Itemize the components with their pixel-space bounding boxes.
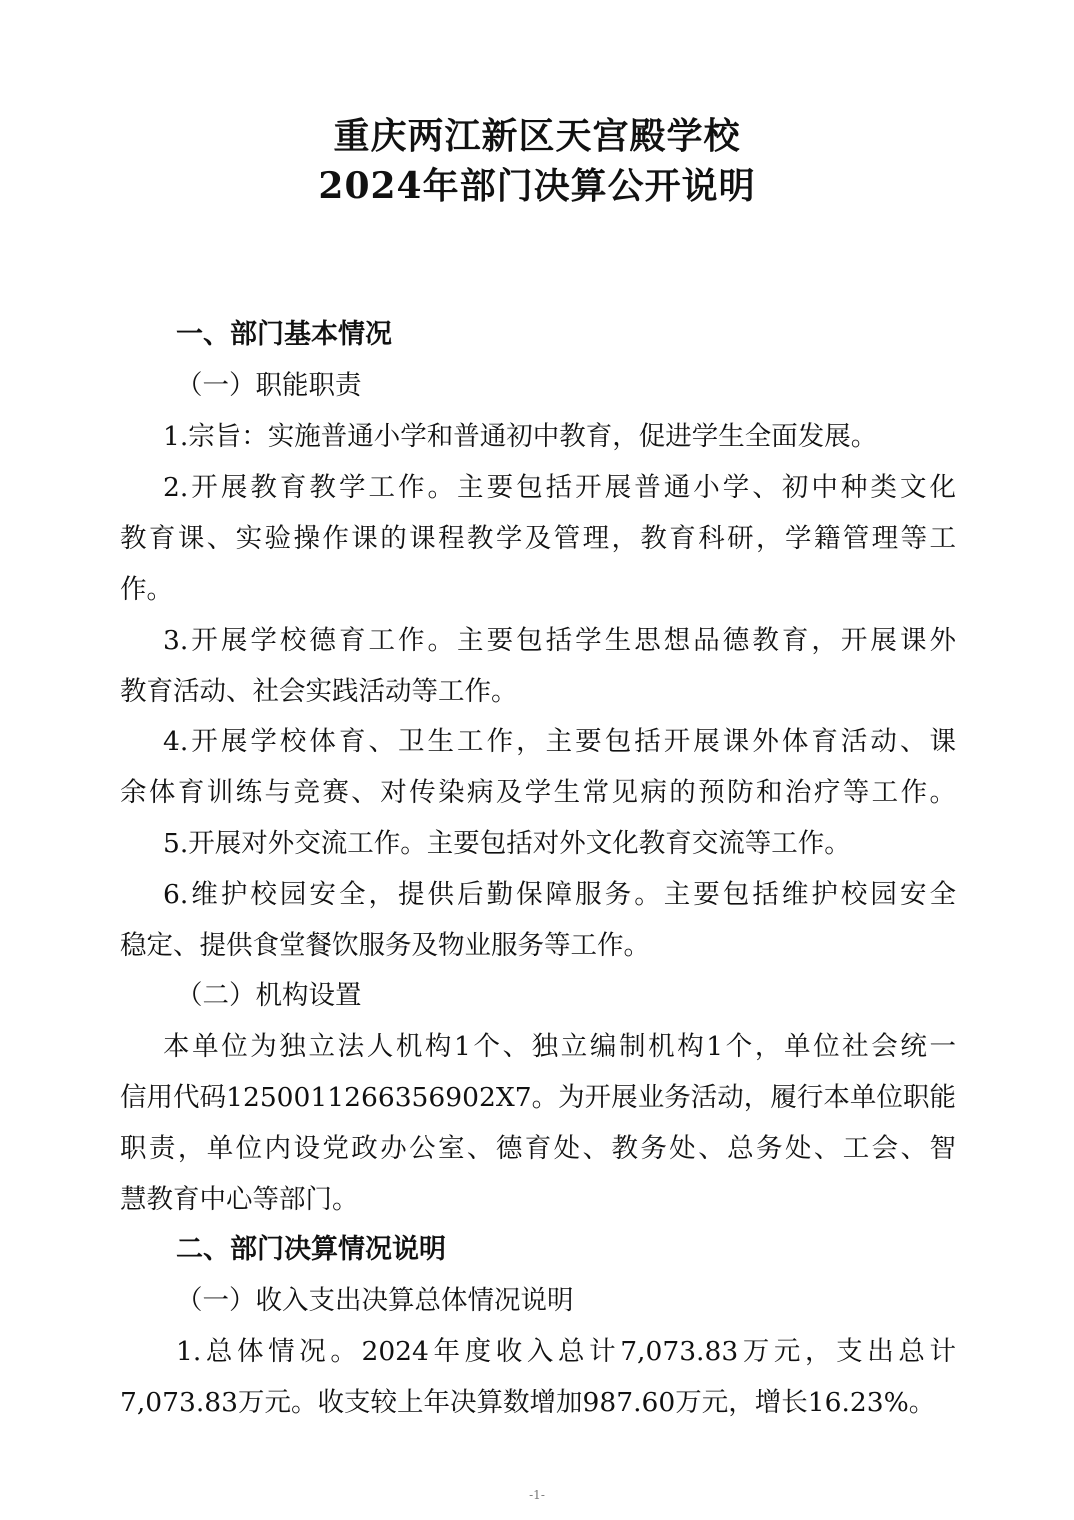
paragraph-org-line-3: 职责，单位内设党政办公室、德育处、教务处、总务处、工会、智 [120,1133,956,1164]
section-heading-basic-info: 一、部门基本情况 [176,319,392,350]
paragraph-item-1: 1.宗旨：实施普通小学和普通初中教育，促进学生全面发展。 [163,421,878,452]
document-title-line-2: 2024年部门决算公开说明 [318,165,756,207]
paragraph-org-line-2: 信用代码1250011266356902X7。为开展业务活动，履行本单位职能 [120,1082,956,1113]
section-heading-final-accounts: 二、部门决算情况说明 [176,1234,446,1265]
paragraph-item-3-line-1: 3.开展学校德育工作。主要包括学生思想品德教育，开展课外 [163,625,956,656]
paragraph-overall-line-2: 7,073.83万元。收支较上年决算数增加987.60万元，增长16.23%。 [120,1387,936,1418]
paragraph-item-5: 5.开展对外交流工作。主要包括对外文化教育交流等工作。 [163,828,851,859]
paragraph-item-2-line-2: 教育课、实验操作课的课程教学及管理，教育科研，学籍管理等工 [120,523,956,554]
paragraph-item-4-line-2: 余体育训练与竞赛、对传染病及学生常见病的预防和治疗等工作。 [120,777,956,808]
subheading-organization: （二）机构设置 [176,980,362,1011]
paragraph-org-line-4: 慧教育中心等部门。 [120,1184,359,1215]
paragraph-item-2-line-1: 2.开展教育教学工作。主要包括开展普通小学、初中种类文化 [163,472,956,503]
paragraph-org-line-1: 本单位为独立法人机构1个、独立编制机构1个，单位社会统一 [163,1031,956,1062]
document-title-line-1: 重庆两江新区天宫殿学校 [333,115,741,157]
page-number: -1- [529,1488,545,1502]
paragraph-item-3-line-2: 教育活动、社会实践活动等工作。 [120,676,518,707]
paragraph-overall-line-1: 1.总体情况。2024年度收入总计7,073.83万元，支出总计 [176,1336,956,1367]
paragraph-item-6-line-2: 稳定、提供食堂餐饮服务及物业服务等工作。 [120,930,650,961]
paragraph-item-6-line-1: 6.维护校园安全，提供后勤保障服务。主要包括维护校园安全 [163,879,956,910]
paragraph-item-4-line-1: 4.开展学校体育、卫生工作，主要包括开展课外体育活动、课 [163,726,956,757]
subheading-income-expenditure: （一）收入支出决算总体情况说明 [176,1285,574,1316]
subheading-functions: （一）职能职责 [176,370,362,401]
paragraph-item-2-line-3: 作。 [120,574,173,605]
